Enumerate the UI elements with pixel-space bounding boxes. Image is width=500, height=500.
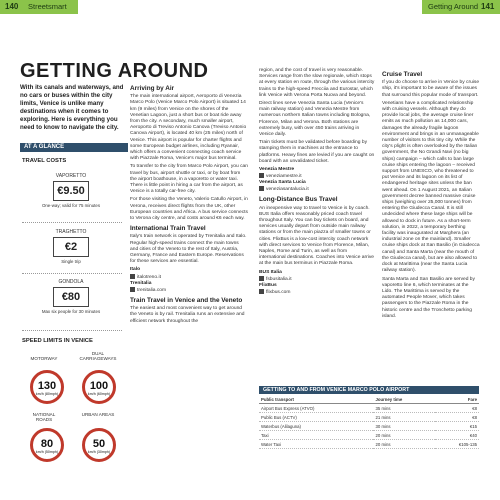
table-row xyxy=(259,431,479,440)
web-icon xyxy=(130,287,135,292)
ticket-note: Single trip xyxy=(61,259,81,264)
table-cell: 20 mins xyxy=(373,431,434,440)
speed-value: 80 xyxy=(40,438,54,450)
directory-entry xyxy=(259,276,375,283)
paragraph: Direct lines serve Venezia Santa Lucia (Venice's main railway station) and Venezia Mestre from numerous northern Italian towns including Bologna, Florence, Milan and Verona. Both stations are extremely busy, with over 450 trains arriving in Venice daily. xyxy=(259,101,371,138)
table-cell: €15 xyxy=(435,422,479,431)
left-page-number: 140 xyxy=(5,2,19,11)
table-cell: €105-135 xyxy=(435,440,479,449)
heading-cruise-travel: Cruise Travel xyxy=(382,71,423,78)
paragraph: For those visiting the Veneto, Valerio Catullo Airport, in Verona, receives direct flights from the UK, other European countries and Africa. A bus service connects to Verona city centre, and costs around €6 each way. xyxy=(130,197,248,222)
intro-paragraph: With its canals and waterways, and no cars or buses within the city limits, Venice is unlike many destinations when it comes to exploring. Here is everything you need to know to navigate the city. xyxy=(20,84,124,131)
fare-table xyxy=(259,396,479,449)
speed-limits-heading: SPEED LIMITS IN VENICE xyxy=(22,338,93,344)
speed-label: MOTORWAY xyxy=(30,356,58,361)
directory-entry xyxy=(130,274,248,281)
table-cell: €8 xyxy=(435,413,479,422)
website-link[interactable]: italotreno.it xyxy=(137,274,161,280)
ticket-price: €2 xyxy=(53,237,89,257)
ticket-label: TRAGHETTO xyxy=(55,229,87,235)
table-cell: 35 mins xyxy=(373,404,434,413)
directory-name: Venezia Mestre xyxy=(259,167,295,173)
directory-entry xyxy=(259,186,375,193)
paragraph: The easiest and most convenient way to get around the Veneto is by rail. Trenitalia runs an extensive and efficient network throughout the xyxy=(130,306,245,324)
ticket-traghetto xyxy=(36,229,106,264)
paragraph: An inexpensive way to travel to Venice is by coach. BUS Italia offers reasonably priced coach travel throughout Italy. You can buy tickets on board, and services usually depart from outside main railway stations or from the main piazza of smaller towns or cities. FlixBus is a low-cost intercity coach network with direct services to Venice from Florence, Milan, Naples, Rome and Turin, as well as from international destinations. Coaches into Venice arrive at the main bus terminus in Piazzale Roma. xyxy=(259,205,374,267)
fare-table-title: GETTING TO AND FROM VENICE MARCO POLO AIRPORT xyxy=(259,386,479,394)
divider xyxy=(22,222,122,223)
table-cell: 21 mins xyxy=(373,413,434,422)
at-a-glance-bar: AT A GLANCE xyxy=(20,143,128,152)
speed-unit: km/h (60mph) xyxy=(87,392,111,396)
divider xyxy=(22,330,122,331)
travel-costs-heading: TRAVEL COSTS xyxy=(22,158,67,164)
column-header: Journey time xyxy=(373,396,434,404)
table-cell: €40 xyxy=(435,431,479,440)
website-link[interactable]: fsbusitalia.it xyxy=(266,276,292,282)
website-link[interactable]: veneziamestre.it xyxy=(266,174,302,180)
left-running-head: Streetsmart xyxy=(28,2,67,11)
heading-long-distance-bus: Long-Distance Bus Travel xyxy=(259,196,338,204)
column-air-and-train xyxy=(130,82,248,327)
website-link[interactable]: veneziasantalucia.it xyxy=(266,187,309,193)
paragraph: If you do choose to arrive in Venice by cruise ship, it's important to be aware of the issues that surround this popular mode of transport. xyxy=(382,80,480,98)
paragraph: Train tickets must be validated before boarding by stamping them in machines at the entrance to platforms. Heavy fines are levied if you are caught on board with an unvalidated ticket. xyxy=(259,140,375,164)
page-title: GETTING AROUND xyxy=(20,60,209,82)
directory-entry xyxy=(130,287,248,294)
paragraph: To transfer to the city from Marco Polo Airport, you can travel by bus, airport shuttle or taxi, or by boat from the airport boathouse, in a vaporetto or water taxi. There is little point in hiring a car from the airport, as Venice is a totally car-free city. xyxy=(130,164,248,195)
speed-unit: km/h (80mph) xyxy=(35,392,59,396)
paragraph: region, and the cost of travel is very reasonable. Services range from the slow regionale, which stops at every station en route, through the various intercity trains to the high-speed Frecciia and Eurostar, which link Venice with Verona Porta Nuova and beyond. xyxy=(259,68,375,98)
column-header: Public transport xyxy=(259,396,373,404)
directory-name: FlixBus xyxy=(259,282,277,288)
table-cell: 20 mins xyxy=(373,440,434,449)
ticket-vaporetto xyxy=(36,173,106,208)
website-link[interactable]: trenitalia.com xyxy=(137,287,167,293)
paragraph: The main international airport, Aeroporto di Venezia Marco Polo (Venice Marco Polo Airport) is situated 14 km (9 miles) from Venice on the shores of the Venetian Lagoon, just a short bus or boat ride away from the city. A secondary, much smaller airport, Aeroporto di Treviso Antonio Canova (Treviso Antonio Canova Airport), is located 40 km (25 miles) north of Venice. This airport is popular for charter flights and some European budget airlines, including Ryanair, which offers a convenient connecting coach service with Piazzale Roma, Venice's major bus terminal. xyxy=(130,94,247,162)
table-cell: €8 xyxy=(435,404,479,413)
paragraph: Santa Marta and San Basilio are served by vaporetto line 6, which terminates at the Lido. The Marittima is served by the automated People Mover, which takes passengers to the Piazzale Roma in the historic centre and the Tronchetto parking island. xyxy=(382,276,475,319)
ticket-label: VAPORETTO xyxy=(55,173,87,179)
right-page-number: 141 xyxy=(481,2,495,11)
table-row xyxy=(259,404,479,413)
ticket-price: €80 xyxy=(53,287,89,307)
heading-international-train: International Train Travel xyxy=(130,225,206,233)
speed-value: 100 xyxy=(89,380,109,392)
heading-train-veneto: Train Travel in Venice and the Veneto xyxy=(130,296,243,304)
table-cell: Water Taxi xyxy=(259,440,373,449)
speed-label: URBAN AREAS xyxy=(81,412,115,417)
ticket-note: Max six people for 30 minutes xyxy=(41,309,101,314)
directory-name: Venezia Santa Lucia xyxy=(259,180,306,186)
table-row xyxy=(259,422,479,431)
directory-entry xyxy=(259,289,375,296)
web-icon xyxy=(259,186,264,191)
ticket-gondola xyxy=(36,279,106,314)
directory-name: Trenitalia xyxy=(130,280,152,286)
speed-sign-dual-carriageway xyxy=(82,370,116,404)
speed-sign-urban-areas xyxy=(82,428,116,462)
speed-label: NATIONAL ROADS xyxy=(32,412,56,423)
column-rail-and-bus xyxy=(259,68,375,298)
table-cell: Public Bus (ACTV) xyxy=(259,413,373,422)
speed-sign-national-roads xyxy=(30,428,64,462)
heading-arriving-by-air: Arriving by Air xyxy=(130,85,175,92)
speed-sign-motorway xyxy=(30,370,64,404)
website-link[interactable]: flixbus.com xyxy=(266,289,291,295)
table-cell: Airport Bus Express (ATVO) xyxy=(259,404,373,413)
speed-value: 50 xyxy=(92,438,106,450)
table-cell: 30 mins xyxy=(373,422,434,431)
paragraph: Italy's train network is operated by Trenitalia and Italo. Regular high-speed trains connect the main towns and cities of the Veneto to the rest of Italy, Austria, Germany, France and Eastern Europe. Reservations for these services are essential. xyxy=(130,234,247,265)
column-header: Fare xyxy=(435,396,479,404)
speed-unit: km/h (50mph) xyxy=(35,450,59,454)
paragraph: Venetians have a complicated relationship with cruising vessels. Although they do provide local jobs, the average cruise liner emits as much pollution as 14,000 cars, damages the already fragile lagoon environment and brings in an unmanageable number of visitors to this tiny city. While the city's plight is often overlooked by the Italian government, the No Grandi Navi (no big ships) campaign – which calls to ban large cruise ships entering the lagoon – received support from UNESCO, who threatened to put Venice and its lagoon on its list of endangered heritage sites unless the ban went ahead. On 1 August 2021, an Italian government decree banned massive cruise ships (weighing over 25,000 tonnes) from entering the Giudecca Canal. It is still undecided where these large ships will be allowed to dock in future. As a short-term solution, in 2022, a temporary berthing facility was inaugurated at Marghera (an industrial zone on the mainland). Smaller cruise ships dock at San Basilio (in Giudecca canal) and Santa Marta (near the mouth of the Giudecca canal), but are also allowed to dock at Marittima (near the Santa Lucia railway station). xyxy=(382,100,480,274)
directory-name: BUS Italia xyxy=(259,269,282,275)
table-cell: Taxi xyxy=(259,431,373,440)
speed-label: DUAL CARRIAGEWAYS xyxy=(79,351,117,362)
divider xyxy=(22,273,122,274)
table-header-row xyxy=(259,396,479,404)
table-row xyxy=(259,440,479,449)
column-cruise-travel xyxy=(382,68,480,322)
table-cell: Waterbus (Alilaguna) xyxy=(259,422,373,431)
table-row xyxy=(259,413,479,422)
speed-unit: km/h (30mph) xyxy=(87,450,111,454)
page-header xyxy=(0,0,500,14)
ticket-price: €9.50 xyxy=(53,181,89,201)
right-running-head: Getting Around xyxy=(428,2,479,11)
ticket-note: One-way; valid for 75 minutes xyxy=(41,203,101,208)
speed-value: 130 xyxy=(37,380,57,392)
web-icon xyxy=(259,276,264,281)
web-icon xyxy=(259,173,264,178)
directory-name: Italo xyxy=(130,267,141,273)
web-icon xyxy=(130,274,135,279)
ticket-label: GONDOLA xyxy=(58,279,84,285)
web-icon xyxy=(259,289,264,294)
